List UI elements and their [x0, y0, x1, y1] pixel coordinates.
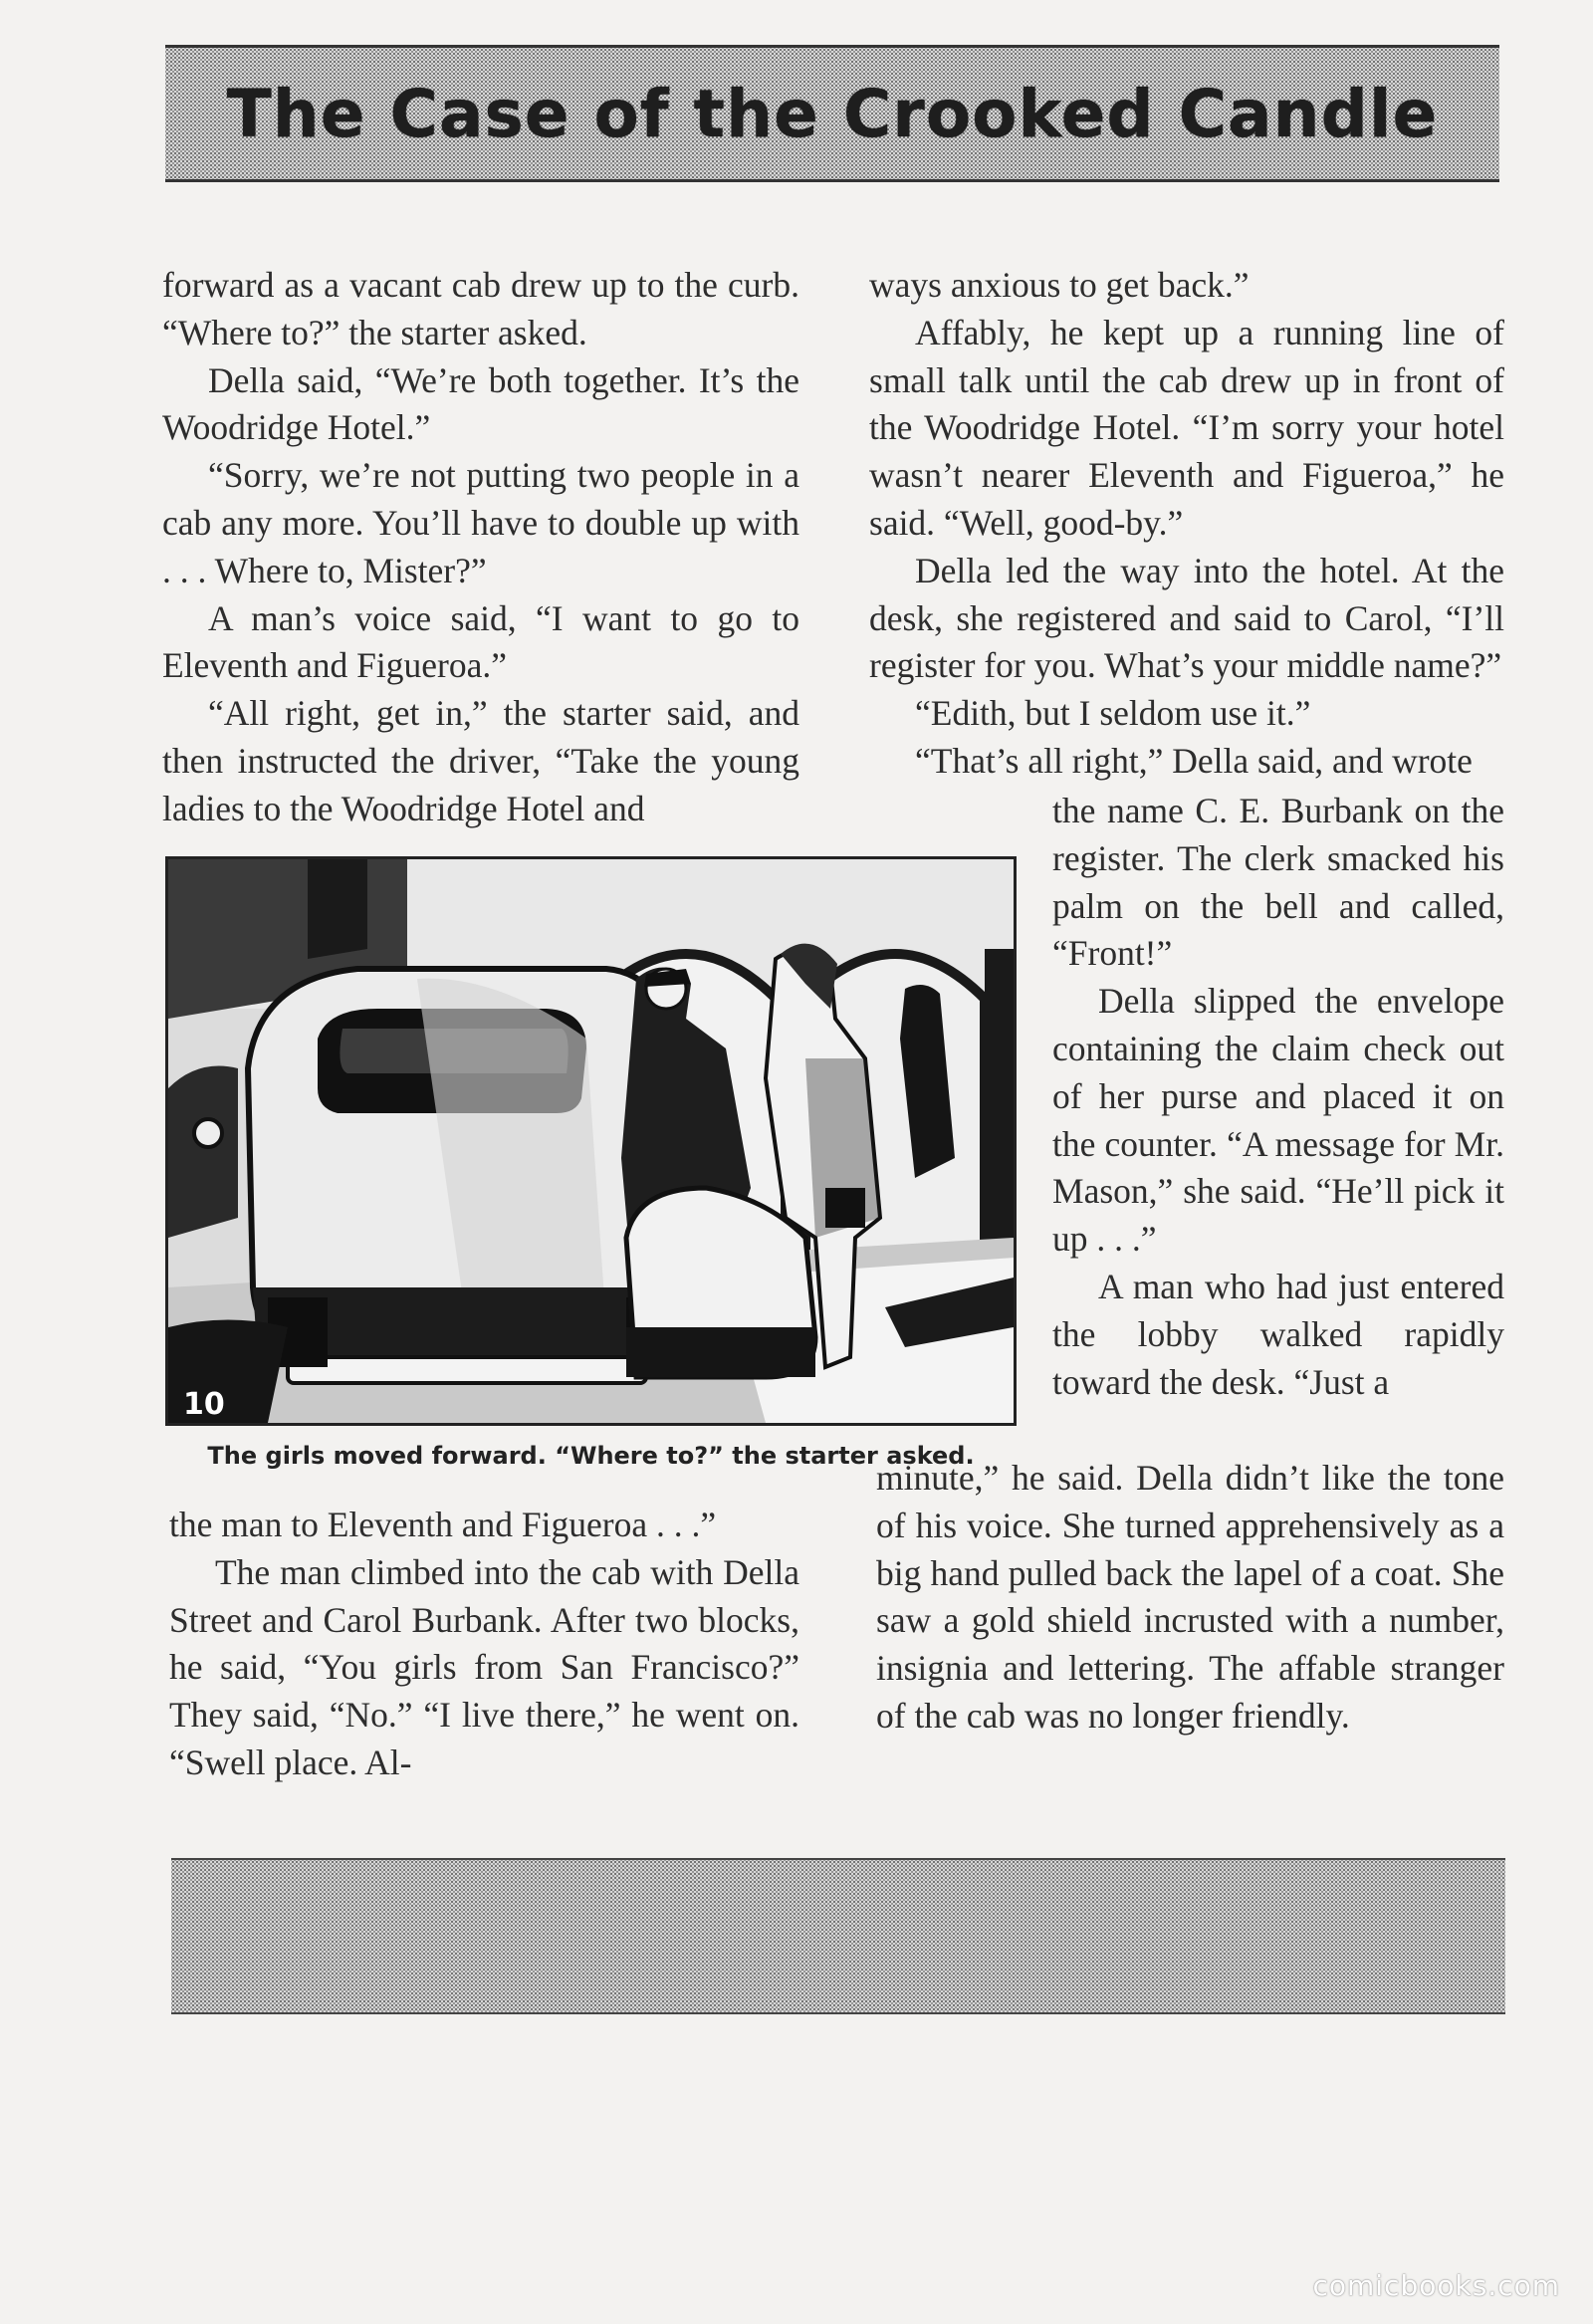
paragraph: the man to Eleventh and Figueroa . . .” — [169, 1505, 717, 1544]
paragraph: “Edith, but I seldom use it.” — [915, 693, 1311, 734]
paragraph: A man who had just entered the lobby walked rapidly toward the desk. “Just a — [1052, 1266, 1504, 1402]
title-banner — [165, 45, 1499, 182]
paragraph: Della slipped the envelope containing the claim check out of her purse and placed it on the counter. “A message for Mr. Mason,” she said. “He’ll pick it up . . .” — [1052, 981, 1504, 1260]
paragraph: Affably, he kept up a running line of small talk until the cab drew up in front of the Woodridge Hotel. “I’m sorry your hotel wasn’t nearer Eleventh and Figueroa,” he said. “Well, good-by.” — [869, 312, 1504, 543]
paragraph: A man’s voice said, “I want to go to Eleventh and Figueroa.” — [162, 597, 799, 686]
illustration-panel — [165, 856, 1017, 1426]
panel-number: 10 — [183, 1387, 225, 1422]
right-column-top — [869, 262, 1504, 786]
paragraph: forward as a vacant cab drew up to the curb. “Where to?” the starter asked. — [162, 265, 799, 352]
paragraph: The man climbed into the cab with Della Street and Carol Burbank. After two blocks, he said, “You girls from San Francisco?” They said, “No.” “I live there,” he went on. “Swell place. Al- — [169, 1551, 799, 1782]
left-column-top — [162, 262, 799, 833]
paragraph: Della led the way into the hotel. At the desk, she registered and said to Carol, “I’ll register for you. What’s your middle name?” — [869, 550, 1504, 686]
footer-banner — [171, 1858, 1505, 2014]
paragraph: “All right, get in,” the starter said, and then instructed the driver, “Take the young ladies to the Woodridge Hotel and — [162, 693, 799, 828]
paragraph: minute,” he said. Della didn’t like the tone of his voice. She turned apprehensively as a big hand pulled back the lapel of a coat. She saw a gold shield incrusted with a number, insignia and lettering. The affable stranger of the cab was no longer friendly. — [876, 1458, 1504, 1736]
figure-caption: The girls moved forward. “Where to?” the starter asked. — [207, 1442, 975, 1470]
story-title: The Case of the Crooked Candle — [226, 75, 1439, 152]
paragraph: the name C. E. Burbank on the register. The clerk smacked his palm on the bell and called, “Front!” — [1052, 791, 1504, 974]
right-column-wrap — [1052, 788, 1504, 1406]
cab-illustration — [168, 859, 1014, 1423]
paragraph: “That’s all right,” Della said, and wrote — [915, 740, 1473, 781]
watermark: comicbooks.com — [1312, 2269, 1560, 2302]
paragraph: ways anxious to get back.” — [869, 265, 1250, 305]
right-column-bottom — [876, 1455, 1504, 1741]
left-column-bottom — [169, 1502, 799, 1787]
paragraph: “Sorry, we’re not putting two people in a cab any more. You’ll have to double up with . . . Where to, Mister?” — [162, 455, 799, 590]
paragraph: Della said, “We’re both together. It’s the Woodridge Hotel.” — [162, 359, 799, 448]
